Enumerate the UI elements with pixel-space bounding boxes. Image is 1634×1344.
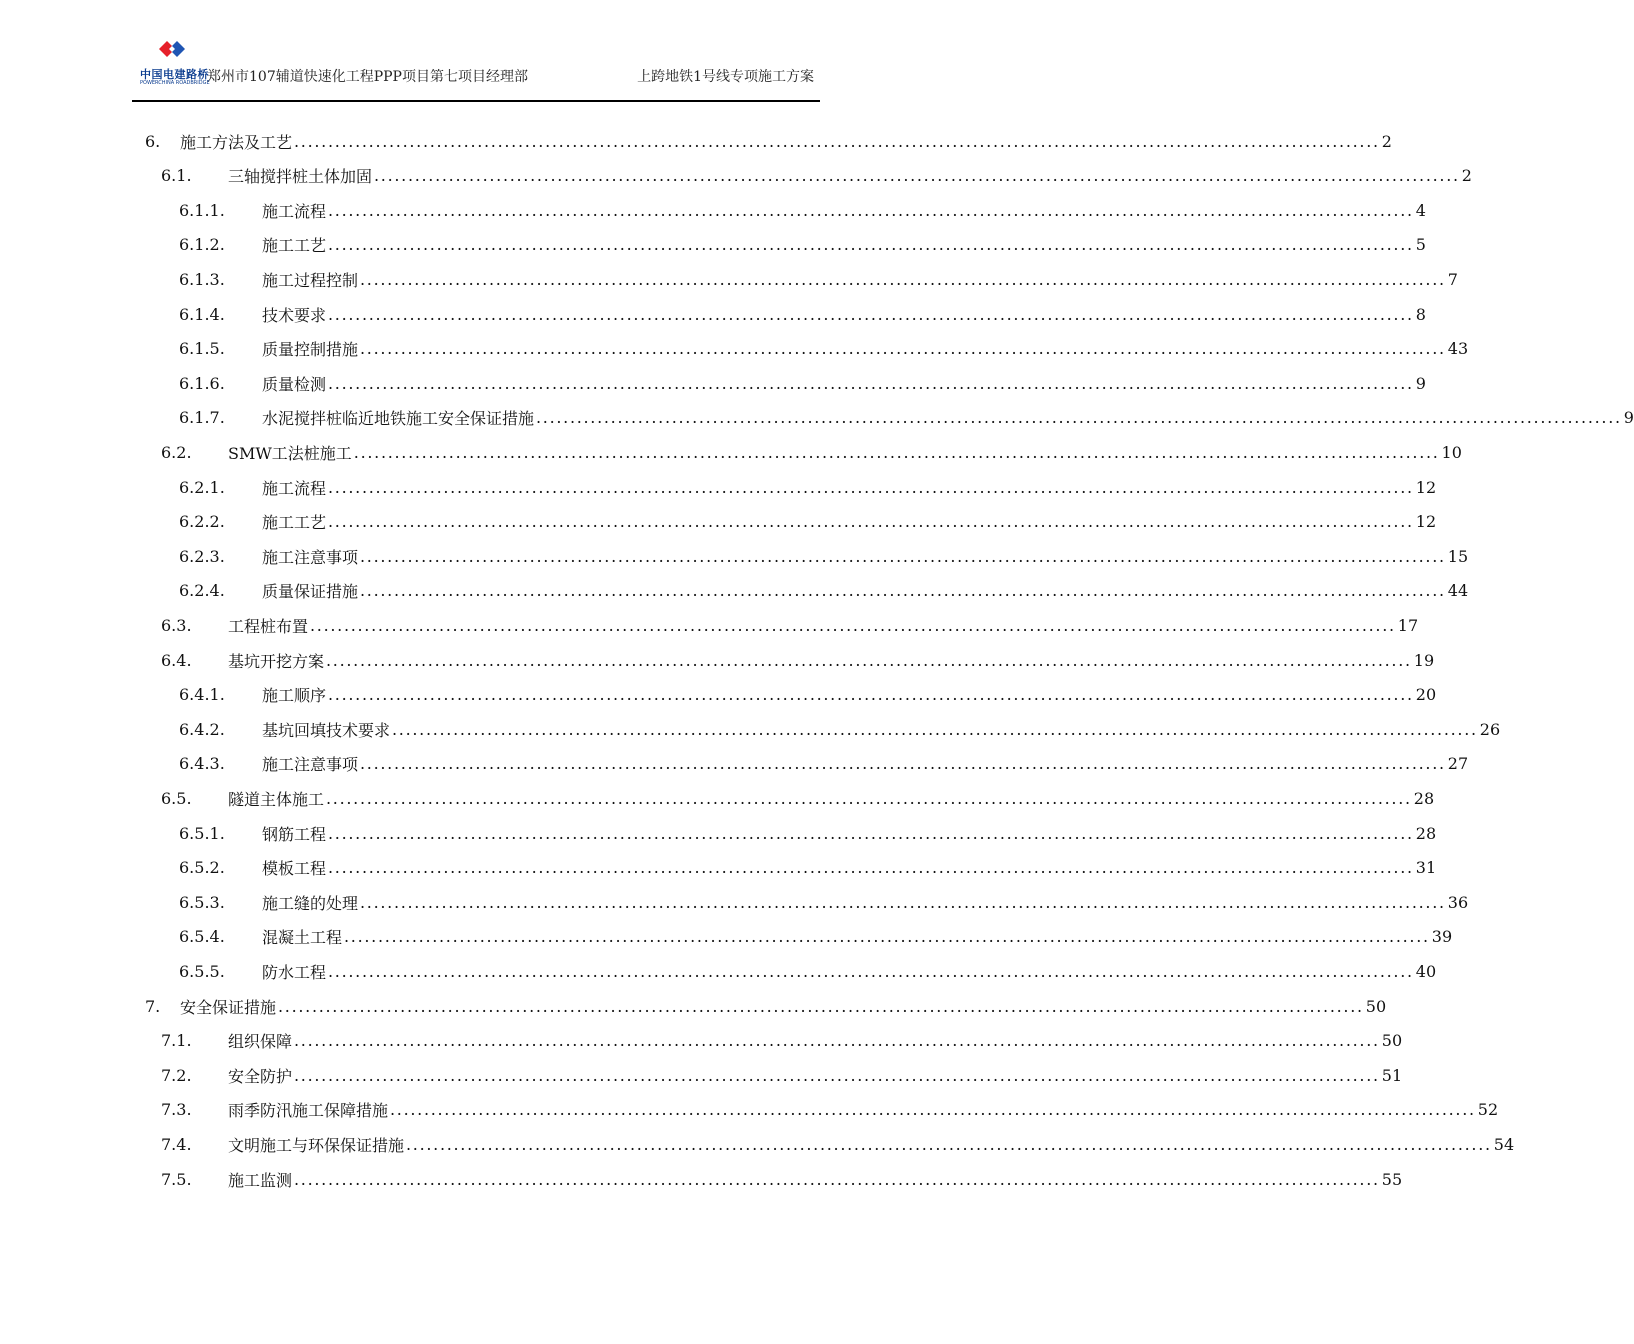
toc-entry[interactable] (145, 989, 1387, 1023)
toc-entry-number: 6.2. (161, 442, 192, 462)
toc-entry[interactable] (179, 401, 1634, 435)
toc-entry-page: 4 (1415, 200, 1426, 220)
toc-entry-page: 36 (1447, 892, 1469, 912)
toc-entry-title: 基坑开挖方案 (228, 651, 325, 671)
toc-entry[interactable] (161, 435, 1462, 469)
toc-entry-title: 施工注意事项 (262, 547, 359, 567)
toc-entry-page: 20 (1415, 685, 1437, 705)
toc-entry[interactable] (179, 262, 1458, 296)
toc-entry[interactable] (179, 954, 1437, 988)
toc-entry-page: 2 (1461, 166, 1472, 186)
toc-dot-leader: ................................................................................................................................................................ (374, 166, 1460, 186)
toc-entry-number: 6.5.4. (179, 927, 225, 947)
toc-entry[interactable] (179, 885, 1469, 919)
toc-entry[interactable] (161, 643, 1435, 677)
toc-dot-leader: ................................................................................................................................................................ (328, 373, 1414, 393)
toc-dot-leader: ................................................................................................................................................................ (344, 927, 1430, 947)
toc-dot-leader: ................................................................................................................................................................ (294, 1031, 1380, 1051)
toc-entry-page: 9 (1623, 408, 1634, 428)
toc-entry[interactable] (179, 539, 1469, 573)
toc-dot-leader: ................................................................................................................................................................ (326, 650, 1412, 670)
toc-dot-leader: ................................................................................................................................................................ (360, 269, 1446, 289)
toc-entry-number: 6.5. (161, 788, 192, 808)
toc-entry-page: 10 (1441, 442, 1462, 462)
toc-entry-page: 51 (1381, 1065, 1403, 1085)
toc-entry-number: 6.5.3. (179, 892, 225, 912)
toc-dot-leader: ................................................................................................................................................................ (278, 996, 1364, 1016)
toc-entry[interactable] (161, 159, 1472, 193)
toc-dot-leader: ................................................................................................................................................................ (328, 685, 1414, 705)
toc-entry-page: 40 (1415, 961, 1437, 981)
toc-entry-number: 6.2.4. (179, 581, 225, 601)
toc-entry-title: SMW工法桩施工 (228, 443, 352, 463)
toc-dot-leader: ................................................................................................................................................................ (536, 408, 1622, 428)
toc-entry-page: 54 (1493, 1134, 1515, 1154)
toc-entry[interactable] (179, 816, 1437, 850)
toc-dot-leader: ................................................................................................................................................................ (406, 1134, 1492, 1154)
toc-entry-title: 施工方法及工艺 (180, 132, 293, 152)
toc-entry-title: 施工监测 (228, 1170, 293, 1190)
toc-entry[interactable] (179, 297, 1426, 331)
toc-dot-leader: ................................................................................................................................................................ (326, 788, 1412, 808)
toc-dot-leader: ................................................................................................................................................................ (328, 477, 1414, 497)
header-project-title: 郑州市107辅道快速化工程PPP项目第七项目经理部 (207, 69, 528, 85)
toc-entry[interactable] (161, 1093, 1499, 1127)
toc-entry-number: 6.4.1. (179, 685, 225, 705)
toc-entry-title: 质量检测 (262, 374, 327, 394)
toc-dot-leader: ................................................................................................................................................................ (360, 339, 1446, 359)
toc-entry-number: 6.1.3. (179, 269, 225, 289)
toc-entry[interactable] (179, 712, 1501, 746)
toc-dot-leader: ................................................................................................................................................................ (310, 615, 1396, 635)
toc-entry-number: 6.1.4. (179, 304, 225, 324)
toc-entry-title: 技术要求 (262, 305, 327, 325)
toc-entry[interactable] (161, 1024, 1403, 1058)
toc-entry-page: 2 (1381, 131, 1392, 151)
toc-dot-leader: ................................................................................................................................................................ (328, 961, 1414, 981)
toc-dot-leader: ................................................................................................................................................................ (294, 1169, 1380, 1189)
toc-entry-page: 7 (1447, 269, 1458, 289)
company-logo (140, 39, 214, 86)
toc-dot-leader: ................................................................................................................................................................ (328, 235, 1414, 255)
toc-entry-title: 施工流程 (262, 478, 327, 498)
toc-entry-page: 28 (1415, 823, 1437, 843)
toc-entry-number: 7.4. (161, 1134, 192, 1154)
toc-entry[interactable] (145, 124, 1392, 158)
toc-entry-title: 隧道主体施工 (228, 789, 325, 809)
toc-entry-number: 6.1.2. (179, 235, 225, 255)
toc-entry[interactable] (161, 608, 1419, 642)
toc-dot-leader: ................................................................................................................................................................ (328, 512, 1414, 532)
toc-entry-page: 12 (1415, 477, 1437, 497)
toc-entry-title: 水泥搅拌桩临近地铁施工安全保证措施 (262, 409, 535, 429)
toc-entry-page: 31 (1415, 858, 1437, 878)
toc-entry[interactable] (179, 470, 1437, 504)
toc-entry-number: 6.1.1. (179, 200, 225, 220)
toc-entry-title: 基坑回填技术要求 (262, 720, 391, 740)
toc-entry-number: 6.2.2. (179, 512, 225, 532)
toc-entry-page: 9 (1415, 373, 1426, 393)
toc-entry-title: 文明施工与环保保证措施 (228, 1135, 405, 1155)
toc-dot-leader: ................................................................................................................................................................ (353, 442, 1440, 462)
toc-entry-number: 7.3. (161, 1100, 192, 1120)
toc-entry-title: 施工流程 (262, 201, 327, 221)
toc-entry-number: 6.4.3. (179, 754, 225, 774)
toc-entry-title: 工程桩布置 (228, 616, 309, 636)
toc-entry-page: 52 (1477, 1100, 1499, 1120)
toc-entry-title: 施工顺序 (262, 686, 327, 706)
toc-dot-leader: ................................................................................................................................................................ (328, 200, 1414, 220)
toc-entry[interactable] (161, 1127, 1515, 1161)
toc-entry-title: 钢筋工程 (262, 824, 327, 844)
toc-entry-number: 6.1.5. (179, 339, 225, 359)
toc-entry-title: 施工过程控制 (262, 270, 359, 290)
toc-entry-number: 6. (145, 131, 161, 151)
toc-entry-number: 6.4.2. (179, 719, 225, 739)
toc-entry-number: 6.4. (161, 650, 192, 670)
toc-entry-title: 安全防护 (228, 1066, 293, 1086)
toc-dot-leader: ................................................................................................................................................................ (360, 546, 1446, 566)
toc-entry-title: 组织保障 (228, 1032, 293, 1052)
toc-entry-title: 防水工程 (262, 962, 327, 982)
toc-entry[interactable] (179, 366, 1426, 400)
toc-entry-number: 6.5.5. (179, 961, 225, 981)
toc-entry-title: 模板工程 (262, 859, 327, 879)
toc-entry-title: 施工缝的处理 (262, 893, 359, 913)
toc-entry-page: 17 (1397, 615, 1419, 635)
toc-entry[interactable] (161, 781, 1435, 815)
toc-entry-page: 5 (1415, 235, 1426, 255)
logo-subtext: POWERCHINA ROADBRIDGE (140, 80, 210, 86)
toc-entry-number: 7.2. (161, 1065, 192, 1085)
toc-dot-leader: ................................................................................................................................................................ (294, 1065, 1380, 1085)
toc-dot-leader: ................................................................................................................................................................ (294, 131, 1380, 151)
toc-entry[interactable] (179, 228, 1426, 262)
toc-entry-title: 雨季防汛施工保障措施 (228, 1101, 389, 1121)
toc-entry-title: 混凝土工程 (262, 928, 343, 948)
toc-entry[interactable] (179, 920, 1453, 954)
toc-entry-title: 质量保证措施 (262, 582, 359, 602)
toc-entry-title: 施工工艺 (262, 236, 327, 256)
toc-dot-leader: ................................................................................................................................................................ (360, 581, 1446, 601)
toc-entry-page: 12 (1415, 512, 1437, 532)
toc-entry-title: 施工注意事项 (262, 755, 359, 775)
toc-entry[interactable] (179, 574, 1469, 608)
toc-entry-number: 7. (145, 996, 161, 1016)
toc-entry[interactable] (179, 193, 1426, 227)
header-divider (132, 100, 820, 102)
toc-entry-title: 施工工艺 (262, 513, 327, 533)
header-document-title: 上跨地铁1号线专项施工方案 (637, 69, 814, 85)
toc-entry-number: 6.3. (161, 615, 192, 635)
toc-entry-page: 50 (1365, 996, 1387, 1016)
logo-diamond-icon (158, 39, 192, 65)
toc-dot-leader: ................................................................................................................................................................ (360, 892, 1446, 912)
toc-entry-page: 43 (1447, 339, 1469, 359)
toc-entry-page: 26 (1479, 719, 1501, 739)
toc-entry[interactable] (179, 678, 1437, 712)
toc-entry-number: 6.1. (161, 166, 192, 186)
toc-dot-leader: ................................................................................................................................................................ (360, 754, 1446, 774)
toc-entry-title: 安全保证措施 (180, 997, 277, 1017)
toc-entry[interactable] (179, 505, 1437, 539)
toc-entry-number: 6.2.3. (179, 546, 225, 566)
toc-entry-number: 7.5. (161, 1169, 192, 1189)
toc-dot-leader: ................................................................................................................................................................ (390, 1100, 1476, 1120)
toc-entry-number: 6.1.7. (179, 408, 225, 428)
toc-entry[interactable] (161, 1162, 1403, 1196)
toc-entry-page: 39 (1431, 927, 1453, 947)
toc-entry-page: 50 (1381, 1031, 1403, 1051)
toc-entry-page: 27 (1447, 754, 1469, 774)
toc-dot-leader: ................................................................................................................................................................ (328, 304, 1414, 324)
toc-entry[interactable] (179, 747, 1469, 781)
toc-entry[interactable] (161, 1058, 1403, 1092)
toc-entry-page: 19 (1413, 650, 1435, 670)
toc-dot-leader: ................................................................................................................................................................ (392, 719, 1478, 739)
toc-entry-title: 三轴搅拌桩土体加固 (228, 167, 373, 187)
toc-dot-leader: ................................................................................................................................................................ (328, 823, 1414, 843)
toc-entry-number: 6.1.6. (179, 373, 225, 393)
toc-entry-number: 6.5.1. (179, 823, 225, 843)
toc-entry[interactable] (179, 332, 1469, 366)
page-header (132, 36, 820, 102)
toc-entry-page: 44 (1447, 581, 1469, 601)
toc-entry-page: 55 (1381, 1169, 1403, 1189)
toc-entry-page: 28 (1413, 788, 1435, 808)
toc-entry-title: 质量控制措施 (262, 340, 359, 360)
toc-dot-leader: ................................................................................................................................................................ (328, 858, 1414, 878)
logo-text: 中国电建路桥 (140, 68, 209, 81)
toc-entry-number: 6.2.1. (179, 477, 225, 497)
toc-entry-page: 15 (1447, 546, 1469, 566)
toc-entry-number: 6.5.2. (179, 858, 225, 878)
toc-entry-page: 8 (1415, 304, 1426, 324)
toc-entry-number: 7.1. (161, 1031, 192, 1051)
toc-entry[interactable] (179, 851, 1437, 885)
